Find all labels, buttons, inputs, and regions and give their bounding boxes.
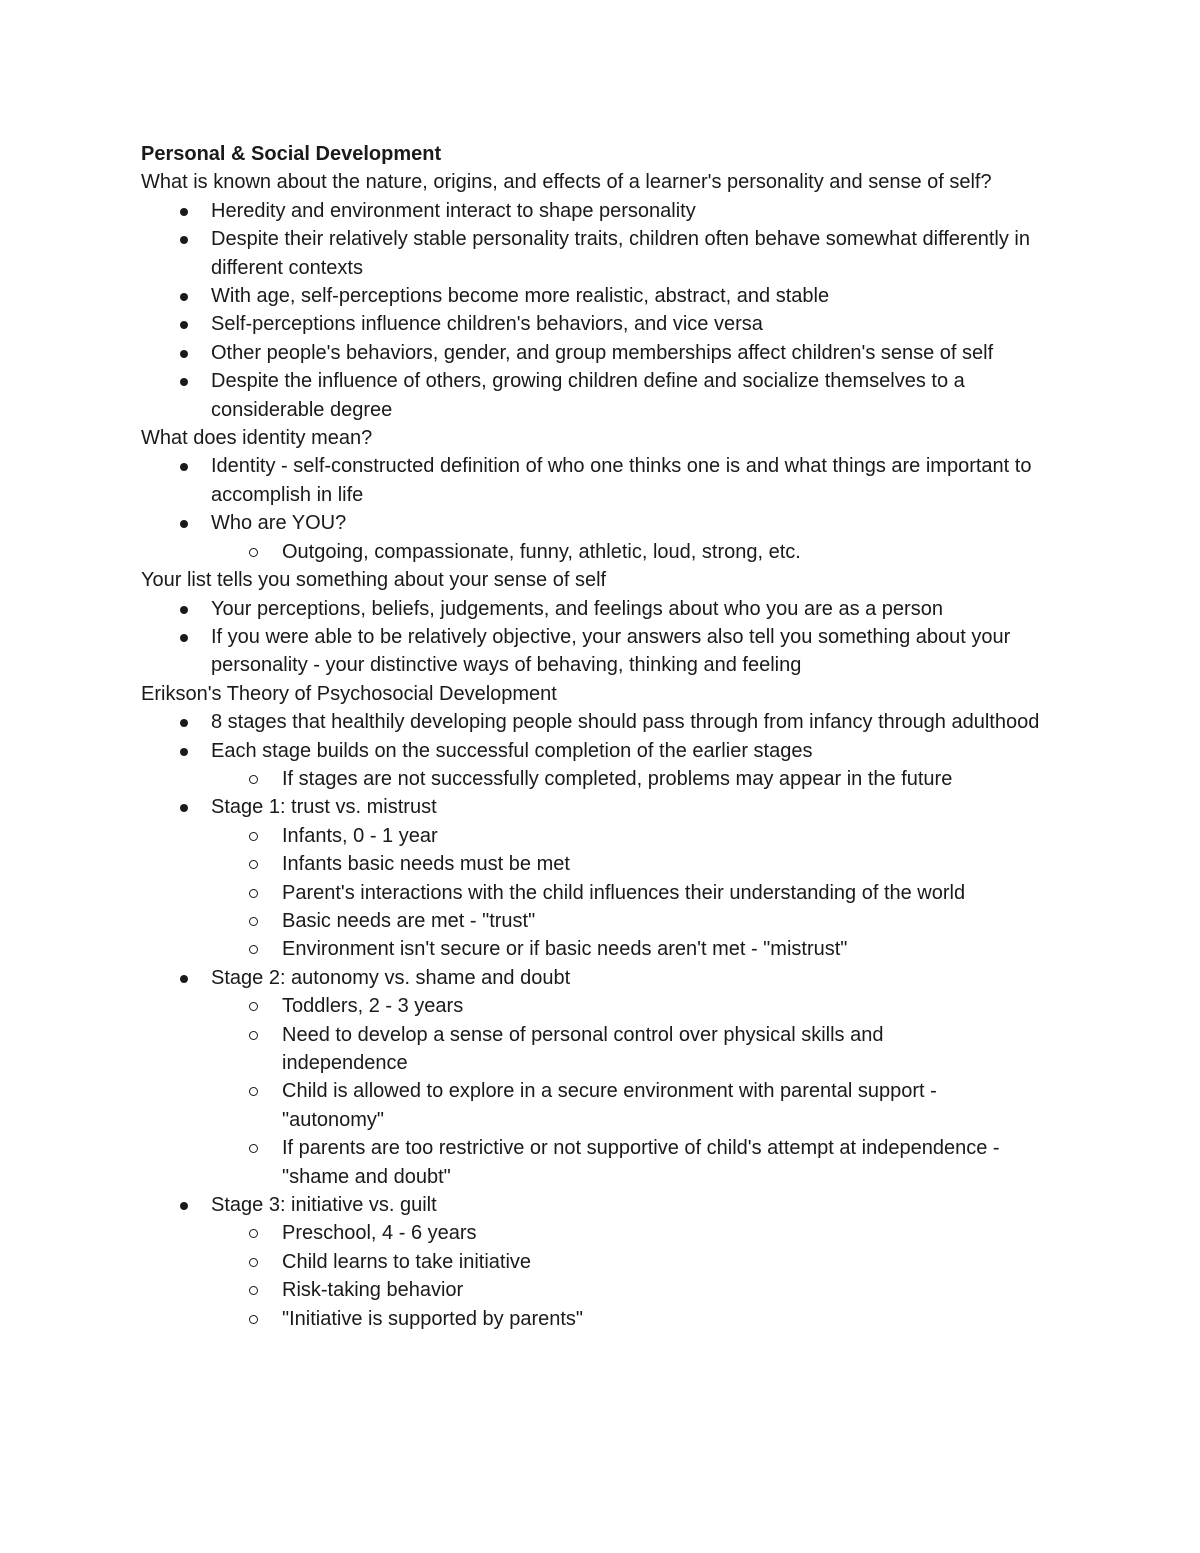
sub-list-item: If stages are not successfully completed, problems may appear in the future <box>282 765 1071 793</box>
sub-list-item: Preschool, 4 - 6 years <box>282 1219 1071 1247</box>
list-item: Stage 1: trust vs. mistrust Infants, 0 - 1 year Infants basic needs must be met Parent's interactions with the child influences their understanding of the world Basic needs are met - "trust" Environment isn't secure or if basic needs aren't met - "mistrust" <box>211 793 1071 963</box>
circle-bullet-icon <box>249 1315 258 1324</box>
bullet-icon <box>180 804 188 812</box>
bullet-icon <box>180 748 188 756</box>
circle-bullet-icon <box>249 1031 258 1040</box>
circle-bullet-icon <box>249 917 258 926</box>
sub-list-item: Infants, 0 - 1 year <box>282 822 1071 850</box>
sub-list-item: Environment isn't secure or if basic needs aren't met - "mistrust" <box>282 935 1071 963</box>
intro-list <box>141 197 1071 424</box>
circle-bullet-icon <box>249 945 258 954</box>
sub-list-item: "Initiative is supported by parents" <box>282 1305 1071 1333</box>
erikson-list <box>141 708 1071 1333</box>
list-item: Identity - self-constructed definition of who one thinks one is and what things are important to accomplish in life <box>211 452 1071 509</box>
list-item: Your perceptions, beliefs, judgements, and feelings about who you are as a person <box>211 595 1071 623</box>
sub-list-item: Outgoing, compassionate, funny, athletic, loud, strong, etc. <box>282 538 1071 566</box>
bullet-icon <box>180 634 188 642</box>
sub-list-item: Child learns to take initiative <box>282 1248 1071 1276</box>
sub-list <box>211 765 1071 793</box>
circle-bullet-icon <box>249 1002 258 1011</box>
sub-list-item: If parents are too restrictive or not supportive of child's attempt at independence - "shame and doubt" <box>282 1134 1071 1191</box>
circle-bullet-icon <box>249 1144 258 1153</box>
circle-bullet-icon <box>249 1258 258 1267</box>
sub-list-item: Infants basic needs must be met <box>282 850 1071 878</box>
list-item: With age, self-perceptions become more realistic, abstract, and stable <box>211 282 1071 310</box>
identity-heading: What does identity mean? <box>141 427 373 450</box>
sub-list-item: Parent's interactions with the child influences their understanding of the world <box>282 879 1071 907</box>
sub-list-item: Risk-taking behavior <box>282 1276 1071 1304</box>
bullet-icon <box>180 208 188 216</box>
list-item: Heredity and environment interact to shape personality <box>211 197 1071 225</box>
sense-of-self-list <box>141 595 1071 680</box>
document-page <box>141 140 1071 1333</box>
bullet-icon <box>180 463 188 471</box>
circle-bullet-icon <box>249 1087 258 1096</box>
list-item: Stage 2: autonomy vs. shame and doubt Toddlers, 2 - 3 years Need to develop a sense of personal control over physical skills and independence Child is allowed to explore in a secure environment with parental support - "autonomy" If parents are too restrictive or not supportive of child's attempt at independence - "shame and doubt" <box>211 964 1071 1191</box>
list-item: Each stage builds on the successful completion of the earlier stages If stages are not successfully completed, problems may appear in the future <box>211 737 1071 794</box>
sub-list-item: Child is allowed to explore in a secure environment with parental support - "autonomy" <box>282 1077 1071 1134</box>
circle-bullet-icon <box>249 1286 258 1295</box>
sub-list-item: Basic needs are met - "trust" <box>282 907 1071 935</box>
circle-bullet-icon <box>249 548 258 557</box>
document-title: Personal & Social Development <box>141 143 442 165</box>
list-item: If you were able to be relatively objective, your answers also tell you something about your personality - your distinctive ways of behaving, thinking and feeling <box>211 623 1071 680</box>
circle-bullet-icon <box>249 889 258 898</box>
sense-of-self-heading: Your list tells you something about your sense of self <box>141 569 607 592</box>
list-item: Stage 3: initiative vs. guilt Preschool, 4 - 6 years Child learns to take initiative Risk-taking behavior "Initiative is supported by parents" <box>211 1191 1071 1333</box>
list-item: Despite their relatively stable personality traits, children often behave somewhat differently in different contexts <box>211 225 1071 282</box>
bullet-icon <box>180 350 188 358</box>
circle-bullet-icon <box>249 860 258 869</box>
bullet-icon <box>180 293 188 301</box>
bullet-icon <box>180 1202 188 1210</box>
list-item: 8 stages that healthily developing people should pass through from infancy through adulthood <box>211 708 1071 736</box>
sub-list <box>211 822 1071 964</box>
bullet-icon <box>180 378 188 386</box>
sub-list-item: Need to develop a sense of personal control over physical skills and independence <box>282 1021 1071 1078</box>
circle-bullet-icon <box>249 832 258 841</box>
list-item: Other people's behaviors, gender, and group memberships affect children's sense of self <box>211 339 1071 367</box>
bullet-icon <box>180 606 188 614</box>
bullet-icon <box>180 719 188 727</box>
sub-list <box>211 538 1071 566</box>
sub-list <box>211 1219 1071 1333</box>
sub-list <box>211 992 1071 1191</box>
sub-list-item: Toddlers, 2 - 3 years <box>282 992 1071 1020</box>
bullet-icon <box>180 975 188 983</box>
erikson-heading: Erikson's Theory of Psychosocial Development <box>141 682 557 705</box>
intro-question: What is known about the nature, origins, and effects of a learner's personality and sense of self? <box>141 171 992 194</box>
circle-bullet-icon <box>249 1229 258 1238</box>
identity-list <box>141 452 1071 566</box>
bullet-icon <box>180 236 188 244</box>
list-item: Despite the influence of others, growing children define and socialize themselves to a considerable degree <box>211 367 1071 424</box>
list-item: Self-perceptions influence children's behaviors, and vice versa <box>211 310 1071 338</box>
list-item: Who are YOU? Outgoing, compassionate, funny, athletic, loud, strong, etc. <box>211 509 1071 566</box>
bullet-icon <box>180 321 188 329</box>
bullet-icon <box>180 520 188 528</box>
circle-bullet-icon <box>249 775 258 784</box>
